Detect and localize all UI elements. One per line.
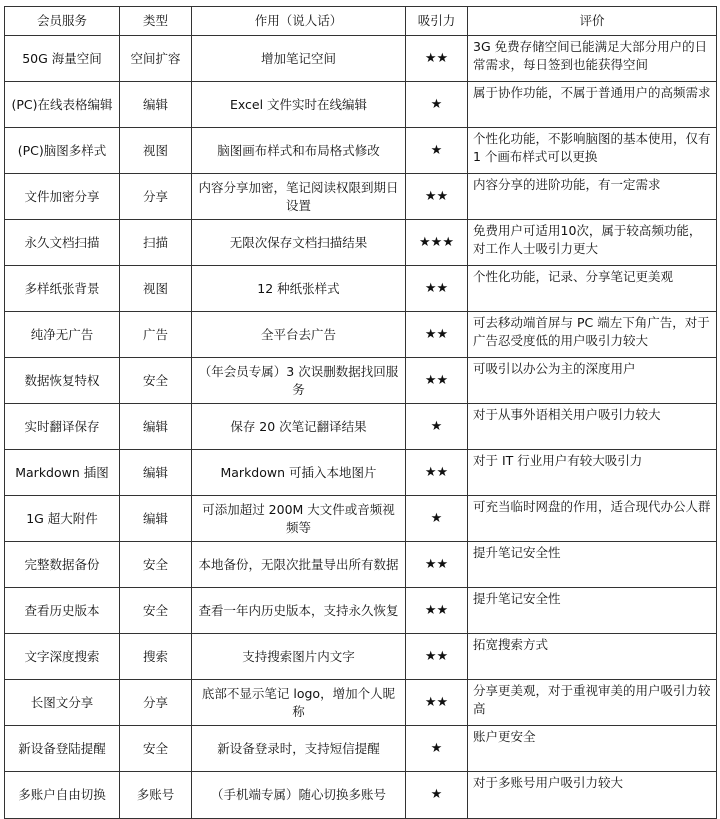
- cell-service: 多账户自由切换: [5, 772, 120, 819]
- table-row: [5, 634, 717, 680]
- cell-type: 多账号: [120, 772, 192, 819]
- cell-appeal-stars: ★★: [406, 588, 468, 634]
- cell-type: 扫描: [120, 220, 192, 266]
- table-row: [5, 680, 717, 726]
- cell-review: 对于从事外语相关用户吸引力较大: [468, 404, 717, 450]
- cell-appeal-stars: ★★: [406, 680, 468, 726]
- cell-service: 纯净无广告: [5, 312, 120, 358]
- cell-review: 免费用户可适用10次，属于较高频功能，对工作人士吸引力更大: [468, 220, 717, 266]
- cell-appeal-stars: ★★: [406, 542, 468, 588]
- cell-type: 广告: [120, 312, 192, 358]
- cell-appeal-stars: ★★: [406, 36, 468, 82]
- cell-service: Markdown 插图: [5, 450, 120, 496]
- cell-service: 完整数据备份: [5, 542, 120, 588]
- cell-review: 个性化功能，记录、分享笔记更美观: [468, 266, 717, 312]
- cell-review: 可吸引以办公为主的深度用户: [468, 358, 717, 404]
- cell-appeal-stars: ★: [406, 772, 468, 819]
- cell-review: 账户更安全: [468, 726, 717, 772]
- cell-appeal-stars: ★★★: [406, 220, 468, 266]
- cell-effect: 底部不显示笔记 logo，增加个人昵称: [192, 680, 406, 726]
- cell-effect: 内容分享加密，笔记阅读权限到期日设置: [192, 174, 406, 220]
- cell-type: 编辑: [120, 496, 192, 542]
- header-row: [5, 7, 717, 36]
- table-row: [5, 128, 717, 174]
- cell-service: 实时翻译保存: [5, 404, 120, 450]
- cell-service: 数据恢复特权: [5, 358, 120, 404]
- table-row: [5, 358, 717, 404]
- cell-effect: 查看一年内历史版本，支持永久恢复: [192, 588, 406, 634]
- cell-type: 编辑: [120, 450, 192, 496]
- cell-effect: 本地备份，无限次批量导出所有数据: [192, 542, 406, 588]
- cell-service: 文件加密分享: [5, 174, 120, 220]
- table-row: [5, 542, 717, 588]
- cell-type: 编辑: [120, 404, 192, 450]
- table-row: [5, 450, 717, 496]
- cell-review: 可充当临时网盘的作用，适合现代办公人群: [468, 496, 717, 542]
- cell-service: 文字深度搜索: [5, 634, 120, 680]
- cell-type: 安全: [120, 358, 192, 404]
- cell-effect: Excel 文件实时在线编辑: [192, 82, 406, 128]
- table-row: [5, 726, 717, 772]
- header-service: 会员服务: [5, 7, 120, 36]
- cell-service: (PC)脑图多样式: [5, 128, 120, 174]
- cell-appeal-stars: ★: [406, 128, 468, 174]
- cell-effect: 新设备登录时，支持短信提醒: [192, 726, 406, 772]
- cell-type: 视图: [120, 128, 192, 174]
- table-row: [5, 496, 717, 542]
- membership-table: [4, 6, 717, 819]
- cell-service: 多样纸张背景: [5, 266, 120, 312]
- table-row: [5, 174, 717, 220]
- cell-type: 分享: [120, 680, 192, 726]
- cell-appeal-stars: ★★: [406, 358, 468, 404]
- cell-type: 安全: [120, 588, 192, 634]
- cell-effect: 增加笔记空间: [192, 36, 406, 82]
- cell-appeal-stars: ★: [406, 404, 468, 450]
- cell-appeal-stars: ★★: [406, 266, 468, 312]
- cell-service: 50G 海量空间: [5, 36, 120, 82]
- cell-effect: 支持搜索图片内文字: [192, 634, 406, 680]
- cell-effect: （手机端专属）随心切换多账号: [192, 772, 406, 819]
- cell-review: 属于协作功能，不属于普通用户的高频需求: [468, 82, 717, 128]
- cell-type: 安全: [120, 726, 192, 772]
- cell-effect: 脑图画布样式和布局格式修改: [192, 128, 406, 174]
- cell-review: 分享更美观，对于重视审美的用户吸引力较高: [468, 680, 717, 726]
- cell-appeal-stars: ★: [406, 496, 468, 542]
- header-effect: 作用（说人话）: [192, 7, 406, 36]
- cell-effect: 可添加超过 200M 大文件或音频视频等: [192, 496, 406, 542]
- cell-appeal-stars: ★★: [406, 450, 468, 496]
- cell-service: 长图文分享: [5, 680, 120, 726]
- header-appeal: 吸引力: [406, 7, 468, 36]
- header-type: 类型: [120, 7, 192, 36]
- cell-appeal-stars: ★★: [406, 174, 468, 220]
- cell-effect: （年会员专属）3 次误删数据找回服务: [192, 358, 406, 404]
- table-row: [5, 266, 717, 312]
- table-row: [5, 588, 717, 634]
- table-row: [5, 312, 717, 358]
- cell-review: 拓宽搜索方式: [468, 634, 717, 680]
- cell-appeal-stars: ★: [406, 726, 468, 772]
- cell-service: (PC)在线表格编辑: [5, 82, 120, 128]
- cell-review: 提升笔记安全性: [468, 542, 717, 588]
- cell-type: 视图: [120, 266, 192, 312]
- table-row: [5, 404, 717, 450]
- cell-effect: Markdown 可插入本地图片: [192, 450, 406, 496]
- cell-review: 对于 IT 行业用户有较大吸引力: [468, 450, 717, 496]
- table-row: [5, 772, 717, 819]
- cell-effect: 保存 20 次笔记翻译结果: [192, 404, 406, 450]
- cell-appeal-stars: ★★: [406, 634, 468, 680]
- cell-type: 编辑: [120, 82, 192, 128]
- cell-type: 安全: [120, 542, 192, 588]
- cell-type: 分享: [120, 174, 192, 220]
- cell-type: 空间扩容: [120, 36, 192, 82]
- cell-effect: 无限次保存文档扫描结果: [192, 220, 406, 266]
- cell-appeal-stars: ★: [406, 82, 468, 128]
- cell-effect: 全平台去广告: [192, 312, 406, 358]
- cell-type: 搜索: [120, 634, 192, 680]
- table-row: [5, 36, 717, 82]
- cell-review: 个性化功能，不影响脑图的基本使用，仅有 1 个画布样式可以更换: [468, 128, 717, 174]
- cell-review: 对于多账号用户吸引力较大: [468, 772, 717, 819]
- cell-service: 新设备登陆提醒: [5, 726, 120, 772]
- cell-appeal-stars: ★★: [406, 312, 468, 358]
- cell-service: 永久文档扫描: [5, 220, 120, 266]
- cell-effect: 12 种纸张样式: [192, 266, 406, 312]
- cell-service: 查看历史版本: [5, 588, 120, 634]
- cell-review: 提升笔记安全性: [468, 588, 717, 634]
- table-row: [5, 82, 717, 128]
- cell-review: 可去移动端首屏与 PC 端左下角广告，对于广告忍受度低的用户吸引力较大: [468, 312, 717, 358]
- header-review: 评价: [468, 7, 717, 36]
- table-row: [5, 220, 717, 266]
- cell-service: 1G 超大附件: [5, 496, 120, 542]
- cell-review: 内容分享的进阶功能，有一定需求: [468, 174, 717, 220]
- cell-review: 3G 免费存储空间已能满足大部分用户的日常需求，每日签到也能获得空间: [468, 36, 717, 82]
